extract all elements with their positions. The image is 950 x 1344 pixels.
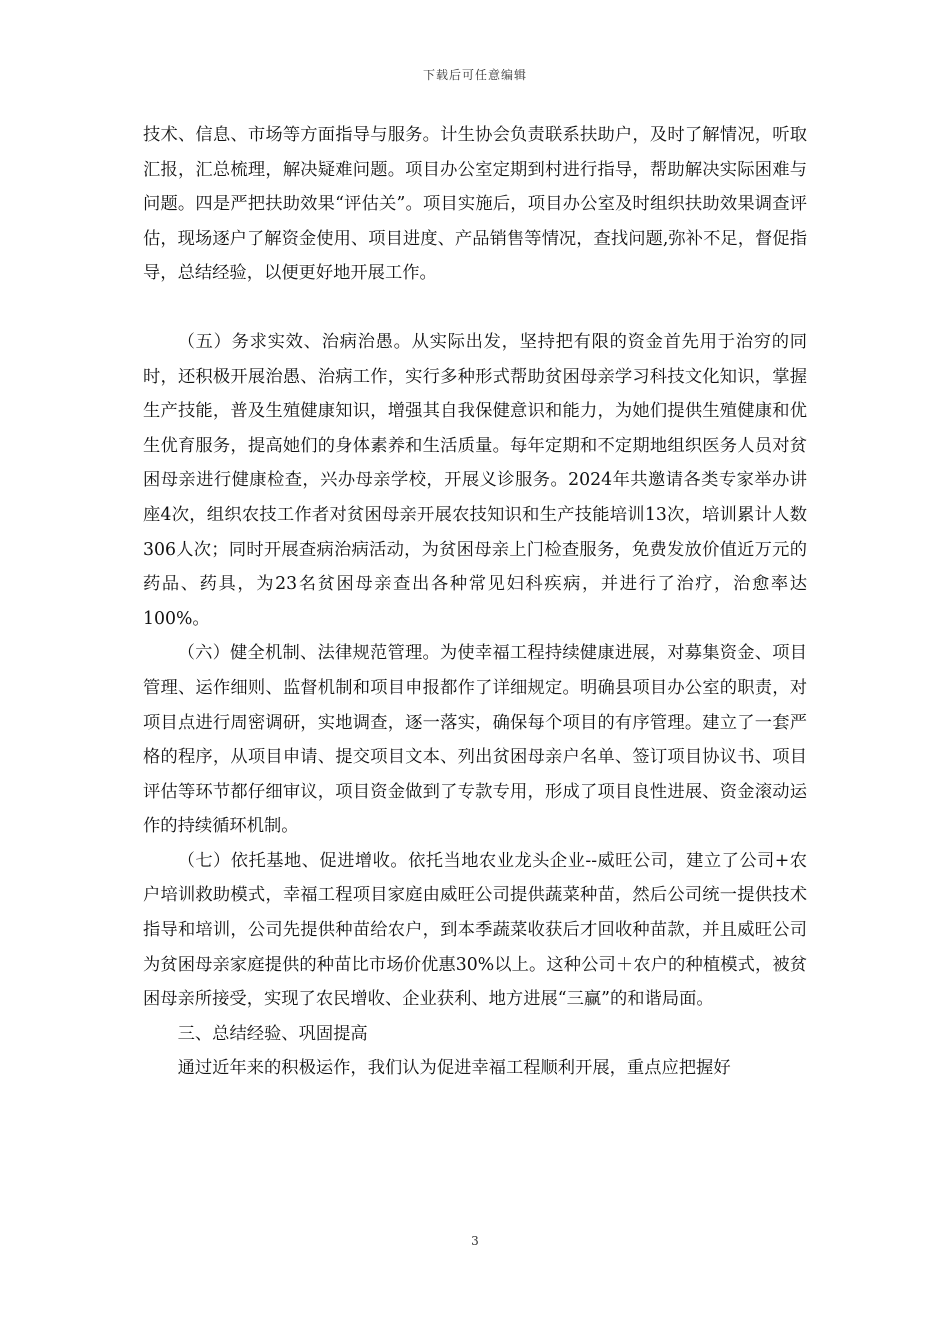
paragraph-summary: 通过近年来的积极运作，我们认为促进幸福工程顺利开展，重点应把握好 — [177, 1058, 731, 1079]
page-number: 3 — [471, 1234, 479, 1248]
page-header: 下载后可任意编辑 — [422, 68, 527, 82]
paragraph-gap — [143, 291, 807, 325]
document-body — [143, 118, 807, 1086]
paragraph-continuation: 技术、信息、市场等方面指导与服务。计生协会负责联系扶助户，及时了解情况，听取汇报，汇总梳理，解决疑难问题。项目办公室定期到村进行指导，帮助解决实际困难与问题。四是严把扶助效果“评估关”。项目实施后，项目办公室及时组织扶助效果调查评估，现场逐户了解资金使用、项目进度、产品销售等情况，查找问题,弥补不足，督促指导，总结经验，以便更好地开展工作。 — [143, 125, 807, 284]
paragraph-section-7: （七）依托基地、促进增收。依托当地农业龙头企业--威旺公司，建立了公司+农户培训救助模式，幸福工程项目家庭由威旺公司提供蔬菜种苗，然后公司统一提供技术指导和培训，公司先提供种苗给农户，到本季蔬菜收获后才回收种苗款，并且威旺公司为贫困母亲家庭提供的种苗比市场价优惠30%以上。这种公司＋农户的种植模式，被贫困母亲所接受，实现了农民增收、企业获利、地方进展“三赢”的和谐局面。 — [143, 850, 807, 1010]
section-heading-3: 三、总结经验、巩固提高 — [177, 1023, 368, 1044]
paragraph-section-6: （六）健全机制、法律规范管理。为使幸福工程持续健康进展，对募集资金、项目管理、运作细则、监督机制和项目申报都作了详细规定。明确县项目办公室的职责，对项目点进行周密调研，实地调查，逐一落实，确保每个项目的有序管理。建立了一套严格的程序，从项目申请、提交项目文本、列出贫困母亲户名单、签订项目协议书、项目评估等环节都仔细审议，项目资金做到了专款专用，形成了项目良性进展、资金滚动运作的持续循环机制。 — [143, 643, 807, 837]
paragraph-section-5: （五）务求实效、治病治愚。从实际出发，坚持把有限的资金首先用于治穷的同时，还积极开展治愚、治病工作，实行多种形式帮助贫困母亲学习科技文化知识，掌握生产技能，普及生殖健康知识，增强其自我保健意识和能力，为她们提供生殖健康和优生优育服务，提高她们的身体素养和生活质量。每年定期和不定期地组织医务人员对贫困母亲进行健康检查，兴办母亲学校，开展义诊服务。2024年共邀请各类专家举办讲座4次，组织农技工作者对贫困母亲开展农技知识和生产技能培训13次，培训累计人数306人次；同时开展查病治病活动，为贫困母亲上门检查服务，免费发放价值近万元的药品、药具，为23名贫困母亲查出各种常见妇科疾病，并进行了治疗，治愈率达100%。 — [143, 331, 807, 629]
